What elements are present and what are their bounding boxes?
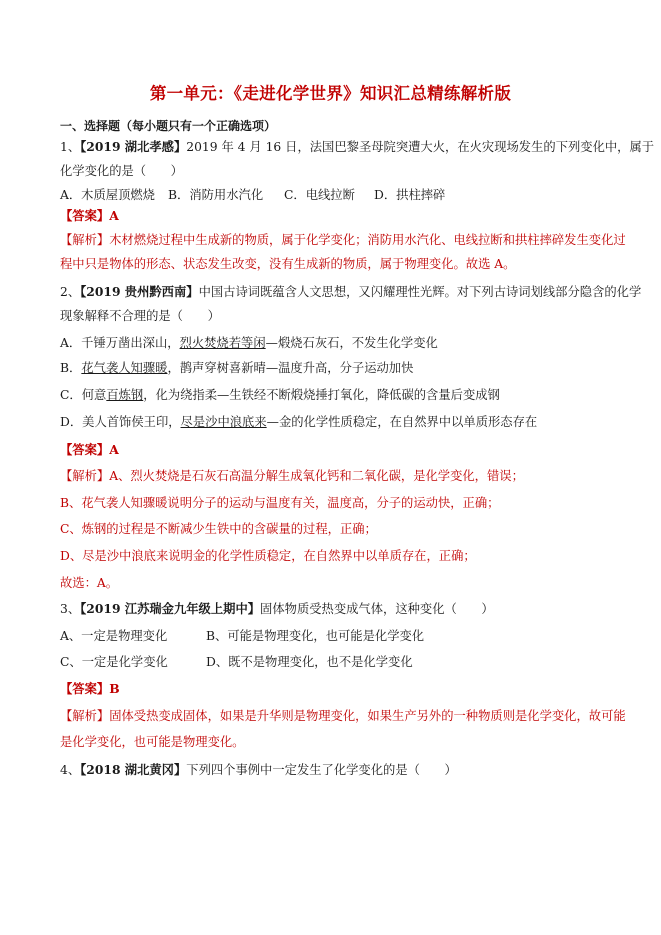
question-1-text-2: 化学变化的是（ ） [60,164,183,178]
question-2-option-d [60,414,608,430]
question-3-source: 【2019 江苏瑞金九年级上期中】 [80,601,261,616]
question-1-source: 【2019 湖北孝感】 [80,139,187,154]
question-3-answer: 【答案】B [60,681,120,696]
option-b-underlined: 花气袭人知骤暖 [81,361,168,375]
question-2-text-1: 中国古诗词既蕴含人文思想，又闪耀理性光辉。对下列古诗词划线部分隐含的化学 [198,285,642,299]
option-a-suffix: —煅烧石灰石，不发生化学变化 [265,336,438,350]
question-3-option-c: C、一定是化学变化 [60,655,168,669]
question-2-analysis-4: D、尽是沙中浪底来说明金的化学性质稳定，在自然界中以单质存在，正确； [60,549,476,563]
question-1-option-b: B．消防用水汽化 [168,188,264,202]
question-2-text-2: 现象解释不合理的是（ ） [60,309,220,323]
option-c-underlined: 百炼钢 [106,388,144,402]
option-b-prefix: B． [60,361,82,375]
question-2-line-1 [60,284,642,300]
question-4-number: 4、 [60,763,81,777]
question-3-option-b: B、可能是物理变化，也可能是化学变化 [206,629,425,643]
question-1-analysis-2: 程中只是物体的形态、状态发生改变，没有生成新的物质，属于物理变化。故选 A。 [60,257,516,271]
question-3-line-1 [60,601,608,617]
option-a-underlined: 烈火焚烧若等闲 [179,336,266,350]
question-1-number: 1、 [60,140,81,154]
question-4-line-1 [60,762,608,778]
question-4-source: 【2018 湖北黄冈】 [80,762,187,777]
question-3-text-1: 固体物质受热变成气体，这种变化（ ） [260,602,494,616]
question-2-analysis-2: B、花气袭人知骤暖说明分子的运动与温度有关，温度高，分子的运动快，正确； [60,496,500,510]
option-b-suffix: ，鹊声穿树喜新晴—温度升高，分子运动加快 [167,361,414,375]
question-3-analysis-1: 【解析】固体受热变成固体，如果是升华则是物理变化，如果生产另外的一种物质则是化学变化，故可能 [60,709,626,723]
question-1-answer: 【答案】A [60,208,119,223]
question-1-option-d: D．拱柱摔碎 [374,188,446,202]
page-title: 第一单元：《走进化学世界》知识汇总精练解析版 [149,84,512,103]
option-c-suffix: ，化为绕指柔—生铁经不断煅烧捶打氧化，降低碳的含量后变成钢 [143,388,500,402]
question-3-option-a: A、一定是物理变化 [60,629,168,643]
question-2-option-a [60,335,608,351]
question-2-source: 【2019 贵州黔西南】 [80,284,199,299]
question-3-option-d: D、既不是物理变化，也不是化学变化 [206,655,413,669]
question-2-analysis-3: C、炼钢的过程是不断减少生铁中的含碳量的过程，正确； [60,522,377,536]
question-1-analysis-1: 【解析】木材燃烧过程中生成新的物质，属于化学变化；消防用水汽化、电线拉断和拱柱摔碎发生变化过 [60,233,626,247]
question-1-line-1 [60,139,655,155]
question-2-analysis-1: 【解析】A、烈火焚烧是石灰石高温分解生成氧化钙和二氧化碳，是化学变化，错误； [60,469,524,483]
option-a-prefix: A．千锤万凿出深山， [60,336,180,350]
section-heading: 一、选择题（每小题只有一个正确选项） [60,119,277,133]
question-1-option-c: C．电线拉断 [284,188,355,202]
question-1-text-1: 2019 年 4 月 16 日，法国巴黎圣母院突遭大火，在火灾现场发生的下列变化中，属于 [186,140,655,154]
question-3-analysis-2: 是化学变化，也可能是物理变化。 [60,735,245,749]
question-2-option-b [60,360,608,376]
question-2-answer: 【答案】A [60,442,119,457]
option-c-prefix: C．何意 [60,388,107,402]
question-3-number: 3、 [60,602,81,616]
question-4-text-1: 下列四个事例中一定发生了化学变化的是（ ） [186,763,457,777]
option-d-prefix: D．美人首饰侯王印， [60,415,181,429]
question-2-number: 2、 [60,285,81,299]
option-d-suffix: —金的化学性质稳定，在自然界中以单质形态存在 [266,415,538,429]
question-1-option-a: A．木质屋顶燃烧 [60,188,155,202]
question-2-conclusion: 故选：A。 [60,576,119,590]
question-2-option-c [60,387,608,403]
option-d-underlined: 尽是沙中浪底来 [180,415,267,429]
